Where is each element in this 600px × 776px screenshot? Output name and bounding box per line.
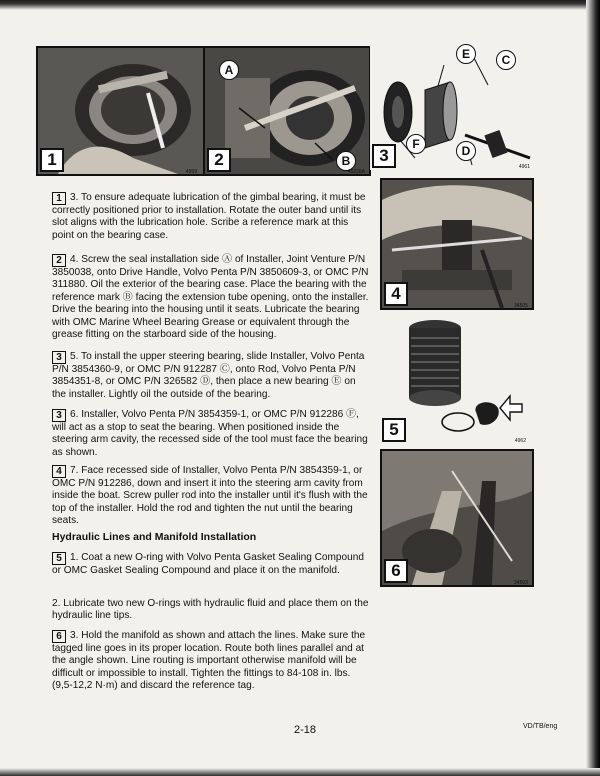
figure-3-ref: 4961: [518, 164, 530, 170]
step-7: [52, 465, 370, 528]
step-text: 7. Face recessed side of Installer, Volvo Penta P/N 3854359-1, or OMC P/N 912286, down and insert it into the steering arm cavity from inside the boat. Screw puller rod into the installer until it's flush with the top of the installer. Hold the rod and tighten the nut until the bearing seats.: [52, 465, 368, 527]
document-code: VD/TB/eng: [523, 723, 558, 730]
step-3: [52, 192, 370, 242]
figure-2-number: 2: [207, 148, 231, 172]
manifold-step-2: [52, 598, 370, 623]
scan-edge-right: [586, 0, 600, 776]
figure-6-ref: 34503: [514, 580, 528, 586]
figure-ref-box: 1: [52, 192, 66, 205]
step-text: 4. Screw the seal installation side Ⓐ of Installer, Joint Venture P/N 3850038, onto Drive Handle, Volvo Penta P/N 3850609-3, or OMC P/N 311880. Oil the exterior of the bearing case. Place the bearing with the reference mark Ⓑ facing the extension tube opening, onto the installer. Drive the bearing into the housing until it seats. Lubricate the bearing with OMC Marine Wheel Bearing Grease or equivalent through the grease fitting on the starboard side of the housing.: [52, 254, 369, 341]
figure-4-number: 4: [384, 282, 408, 306]
step-4: [52, 254, 370, 341]
figure-ref-box: 6: [52, 630, 66, 643]
manifold-step-1: [52, 552, 370, 577]
step-text: 3. To ensure adequate lubrication of the gimbal bearing, it must be correctly positioned prior to installation. Rotate the outer band until its slot aligns with the lubrication hole. Scribe a reference mark at this point on the bearing case.: [52, 192, 366, 241]
figure-4-ref: 34505: [514, 303, 528, 309]
step-text: 2. Lubricate two new O-rings with hydraulic fluid and place them on the hydraulic line tips.: [52, 598, 369, 622]
figure-ref-box: 2: [52, 254, 66, 267]
callout-c: C: [496, 50, 516, 70]
figure-5: [380, 312, 530, 444]
figure-4: [380, 178, 534, 310]
step-text: 5. To install the upper steering bearing, slide Installer, Volvo Penta P/N 3854360-9, or OMC P/N 912287 Ⓒ, onto Rod, Volvo Penta P/N 3854351-8, or OMC P/N 326582 Ⓓ, then place a new bearing Ⓔ on the installer. Lightly oil the outside of the bearing.: [52, 351, 365, 400]
figure-ref-box: 4: [52, 465, 66, 478]
figure-5-ref: 4962: [514, 438, 526, 444]
figure-1-ref: 4959: [185, 169, 197, 175]
figure-ref-box: 5: [52, 552, 66, 565]
callout-f: F: [406, 134, 426, 154]
figure-6: [380, 449, 534, 587]
figure-ref-box: 3: [52, 409, 66, 422]
figure-ref-box: 3: [52, 351, 66, 364]
figure-1-number: 1: [40, 148, 64, 172]
step-5: [52, 351, 370, 401]
step-text: 3. Hold the manifold as shown and attach the lines. Make sure the tagged line goes in its proper location. Route both lines parallel and at the angle shown. Line routing is important otherwise manifold will be difficult or impossible to install. Tighten the fittings to 84-108 in. lbs. (9,5-12,2 N·m) and discard the reference tag.: [52, 630, 366, 692]
figure-2-ref: 45228A: [347, 169, 365, 175]
callout-d: D: [456, 141, 476, 161]
step-text: 1. Coat a new O-ring with Volvo Penta Gasket Sealing Compound or OMC Gasket Sealing Compound and place it on the manifold.: [52, 552, 365, 576]
figure-3-number: 3: [372, 144, 396, 168]
figure-6-number: 6: [384, 559, 408, 583]
manifold-step-3: [52, 630, 370, 693]
figure-3: [370, 40, 534, 170]
callout-b: B: [336, 151, 356, 171]
step-text: 6. Installer, Volvo Penta P/N 3854359-1, or OMC P/N 912286 Ⓕ, will act as a stop to seat the bearing. When positioned inside the steering arm cavity, the recessed side of the tool must face the bearing as shown.: [52, 409, 368, 458]
text-column: [52, 0, 370, 776]
callout-a: A: [219, 60, 239, 80]
page-number: 2-18: [294, 724, 317, 736]
figure-5-number: 5: [382, 418, 406, 442]
step-6: [52, 409, 370, 459]
section-heading: Hydraulic Lines and Manifold Installation: [52, 531, 257, 543]
callout-e: E: [456, 44, 476, 64]
